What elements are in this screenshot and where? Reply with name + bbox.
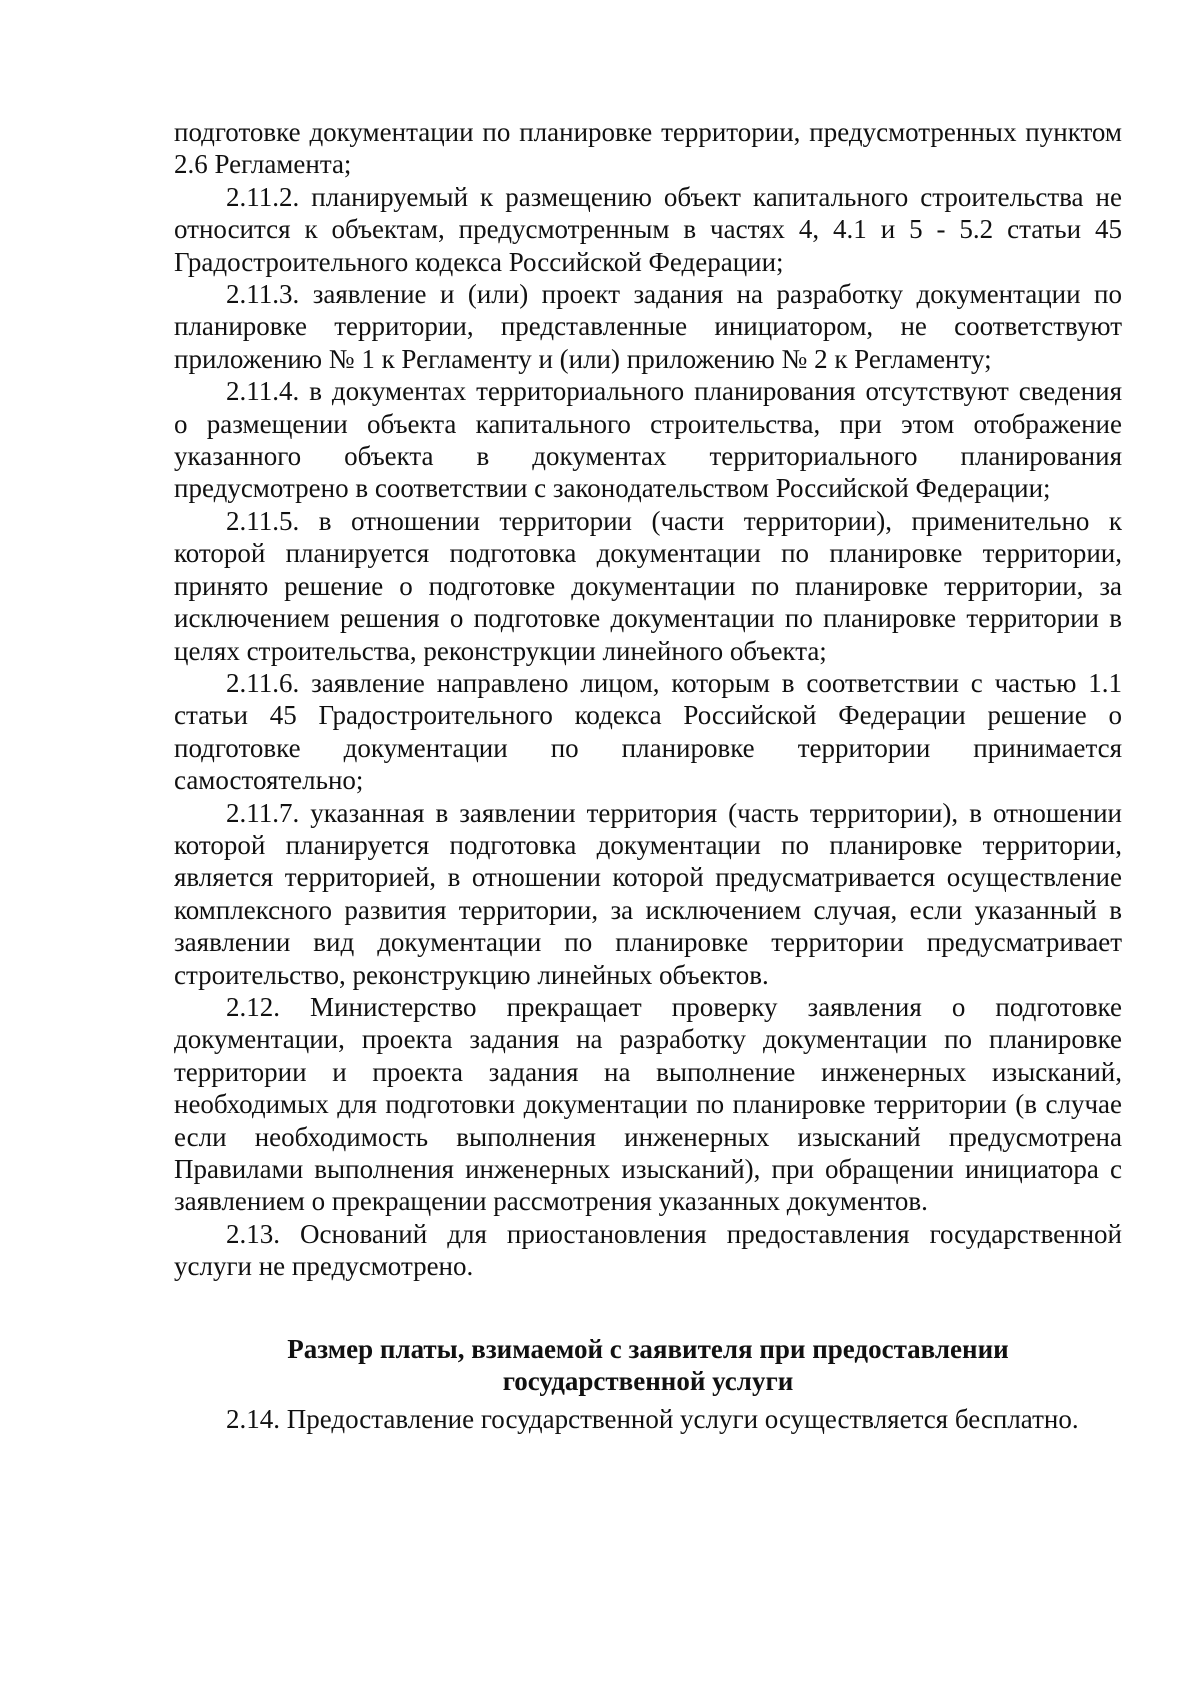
section-heading-line-1: Размер платы, взимаемой с заявителя при предоставлении [287,1333,1009,1364]
section-heading-line-2: государственной услуги [502,1366,794,1397]
paragraph-2-11-7: 2.11.7. указанная в заявлении территория (часть территории), в отношении которой планируется подготовка документации по планировке территории, является территорией, в отношении которой предусматривается осуществление комплексного развития территории, за исключением случая, если указанный в заявлении вид документации по планировке территории предусматривает строительство, реконструкцию линейных объектов. [174,797,1122,990]
paragraph-2-11-2: 2.11.2. планируемый к размещению объект капитального строительства не относится к объектам, предусмотренным в частях 4, 4.1 и 5 - 5.2 статьи 45 Градостроительного кодекса Российской Федерации; [174,181,1122,277]
document-body [174,116,1122,1436]
heading-spacer [174,1283,1122,1333]
section-heading [174,1333,1122,1398]
paragraph-2-14: 2.14. Предоставление государственной услуги осуществляется бесплатно. [226,1404,1079,1435]
paragraph-2-11-4: 2.11.4. в документах территориального планирования отсутствуют сведения о размещении объекта капитального строительства, при этом отображение указанного объекта в документах территориального планирования предусмотрено в соответствии с законодательством Российской Федерации; [174,376,1122,504]
paragraph-2-11-5: 2.11.5. в отношении территории (части территории), применительно к которой планируется подготовка документации по планировке территории, принято решение о подготовке документации по планировке территории, за исключением решения о подготовке документации по планировке территории в целях строительства, реконструкции линейного объекта; [174,505,1122,666]
paragraph-2-11-6: 2.11.6. заявление направлено лицом, которым в соответствии с частью 1.1 статьи 45 Градостроительного кодекса Российской Федерации решение о подготовке документации по планировке территории принимается самостоятельно; [174,667,1122,796]
paragraph-2-12: 2.12. Министерство прекращает проверку заявления о подготовке документации, проекта задания на разработку документации по планировке территории и проекта задания на выполнение инженерных изысканий, необходимых для подготовки документации по планировке территории (в случае если необходимость выполнения инженерных изысканий предусмотрена Правилами выполнения инженерных изысканий), при обращении инициатора с заявлением о прекращении рассмотрения указанных документов. [174,991,1122,1217]
paragraph-2-11-3: 2.11.3. заявление и (или) проект задания на разработку документации по планировке территории, представленные инициатором, не соответствуют приложению № 1 к Регламенту и (или) приложению № 2 к Регламенту; [174,279,1122,374]
paragraph-continuation: подготовке документации по планировке территории, предусмотренных пунктом 2.6 Регламента; [174,117,1122,180]
paragraph-2-13: 2.13. Оснований для приостановления предоставления государственной услуги не предусмотрено. [174,1218,1122,1282]
